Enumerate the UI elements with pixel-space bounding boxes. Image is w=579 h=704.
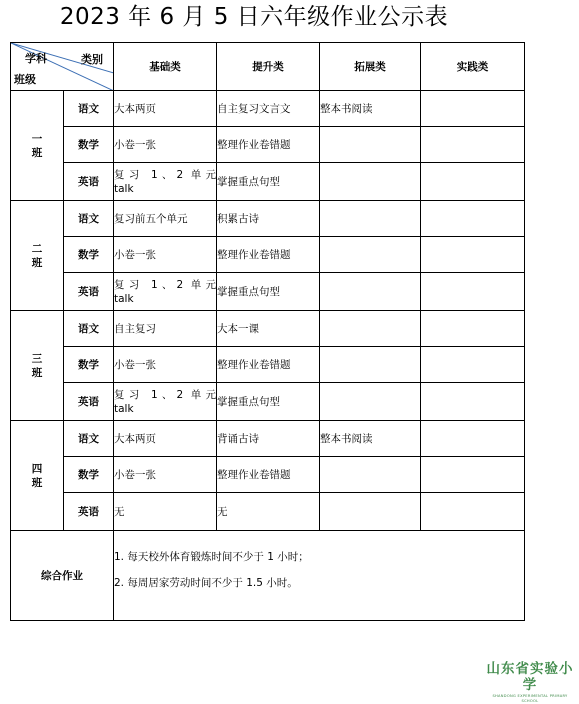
homework-text: 小卷一张 bbox=[114, 468, 156, 481]
school-logo-name: 山东省实验小学 bbox=[486, 661, 574, 693]
homework-text: 无 bbox=[217, 505, 228, 518]
table-row bbox=[11, 457, 525, 493]
homework-improve-cell bbox=[217, 311, 320, 347]
header-row bbox=[11, 43, 525, 91]
homework-text: 小卷一张 bbox=[114, 248, 156, 261]
homework-text: 小卷一张 bbox=[114, 358, 156, 371]
class-name-bottom: 班 bbox=[31, 146, 43, 159]
comprehensive-note: 2. 每周居家劳动时间不少于 1.5 小时。 bbox=[114, 576, 298, 589]
homework-practice-cell bbox=[421, 201, 525, 237]
table-row bbox=[11, 237, 525, 273]
homework-text: 背诵古诗 bbox=[217, 432, 259, 445]
school-logo-subtitle: SHANDONG EXPERIMENTAL PRIMARY SCHOOL bbox=[492, 694, 568, 703]
homework-basic-cell bbox=[114, 273, 217, 311]
homework-text: 复习 1、2 单元 bbox=[114, 278, 216, 291]
table-row bbox=[11, 347, 525, 383]
homework-text: 无 bbox=[114, 505, 125, 518]
homework-practice-cell bbox=[421, 493, 525, 531]
homework-extend-cell bbox=[320, 237, 421, 273]
homework-improve-cell bbox=[217, 201, 320, 237]
homework-text: 积累古诗 bbox=[217, 212, 259, 225]
comprehensive-row bbox=[11, 531, 525, 621]
class-name-top: 二 bbox=[31, 242, 43, 255]
homework-improve-cell bbox=[217, 91, 320, 127]
homework-basic-cell bbox=[114, 347, 217, 383]
homework-practice-cell bbox=[421, 457, 525, 493]
homework-text-extra: talk bbox=[114, 182, 134, 195]
corner-subject-label: 学科 bbox=[25, 52, 47, 65]
homework-text: 复习 1、2 单元 bbox=[114, 388, 216, 401]
homework-text: 复习前五个单元 bbox=[114, 212, 188, 225]
comprehensive-notes bbox=[114, 531, 525, 621]
subject-cell: 英语 bbox=[64, 383, 114, 421]
corner-class-label: 班级 bbox=[14, 73, 36, 86]
homework-improve-cell bbox=[217, 163, 320, 201]
homework-basic-cell bbox=[114, 457, 217, 493]
homework-practice-cell bbox=[421, 421, 525, 457]
homework-extend-cell bbox=[320, 421, 421, 457]
page-title: 2023 年 6 月 5 日六年级作业公示表 bbox=[59, 4, 449, 30]
homework-basic-cell bbox=[114, 201, 217, 237]
class-name-bottom: 班 bbox=[31, 476, 43, 489]
table-row bbox=[11, 163, 525, 201]
class-name-cell bbox=[11, 421, 64, 531]
homework-text: 整理作业卷错题 bbox=[217, 468, 291, 481]
column-header-practice: 实践类 bbox=[421, 43, 525, 91]
class-name-cell bbox=[11, 201, 64, 311]
subject-cell: 英语 bbox=[64, 493, 114, 531]
corner-category-label: 类别 bbox=[81, 53, 103, 66]
subject-cell: 数学 bbox=[64, 237, 114, 273]
homework-practice-cell bbox=[421, 273, 525, 311]
homework-text: 整本书阅读 bbox=[320, 102, 373, 115]
class-name-top: 四 bbox=[31, 462, 43, 475]
homework-extend-cell bbox=[320, 311, 421, 347]
homework-improve-cell bbox=[217, 237, 320, 273]
class-name-cell bbox=[11, 311, 64, 421]
class-name-bottom: 班 bbox=[31, 256, 43, 269]
homework-practice-cell bbox=[421, 311, 525, 347]
homework-text: 小卷一张 bbox=[114, 138, 156, 151]
table-row bbox=[11, 421, 525, 457]
subject-cell: 语文 bbox=[64, 311, 114, 347]
subject-cell: 语文 bbox=[64, 91, 114, 127]
table-row bbox=[11, 311, 525, 347]
subject-cell: 英语 bbox=[64, 163, 114, 201]
class-name-cell bbox=[11, 91, 64, 201]
homework-improve-cell bbox=[217, 273, 320, 311]
homework-extend-cell bbox=[320, 127, 421, 163]
homework-text-extra: talk bbox=[114, 292, 134, 305]
class-name-bottom: 班 bbox=[31, 366, 43, 379]
subject-cell: 数学 bbox=[64, 127, 114, 163]
table-row bbox=[11, 383, 525, 421]
homework-extend-cell bbox=[320, 493, 421, 531]
homework-text: 自主复习文言文 bbox=[217, 102, 291, 115]
subject-cell: 数学 bbox=[64, 347, 114, 383]
homework-improve-cell bbox=[217, 493, 320, 531]
homework-basic-cell bbox=[114, 127, 217, 163]
homework-basic-cell bbox=[114, 493, 217, 531]
homework-extend-cell bbox=[320, 273, 421, 311]
homework-table-body bbox=[11, 43, 525, 621]
homework-basic-cell bbox=[114, 311, 217, 347]
homework-text: 掌握重点句型 bbox=[217, 175, 280, 188]
corner-header-cell bbox=[11, 43, 114, 91]
homework-text: 整理作业卷错题 bbox=[217, 248, 291, 261]
homework-practice-cell bbox=[421, 127, 525, 163]
table-row bbox=[11, 201, 525, 237]
table-row bbox=[11, 127, 525, 163]
homework-text: 整理作业卷错题 bbox=[217, 138, 291, 151]
table-row bbox=[11, 273, 525, 311]
class-name-top: 一 bbox=[31, 132, 43, 145]
homework-extend-cell bbox=[320, 383, 421, 421]
homework-basic-cell bbox=[114, 421, 217, 457]
school-logo bbox=[484, 661, 576, 704]
homework-text-extra: talk bbox=[114, 402, 134, 415]
homework-improve-cell bbox=[217, 457, 320, 493]
homework-practice-cell bbox=[421, 347, 525, 383]
subject-cell: 数学 bbox=[64, 457, 114, 493]
homework-table bbox=[10, 42, 525, 621]
homework-text: 大本两页 bbox=[114, 102, 156, 115]
homework-extend-cell bbox=[320, 163, 421, 201]
homework-text: 整本书阅读 bbox=[320, 432, 373, 445]
homework-extend-cell bbox=[320, 347, 421, 383]
homework-basic-cell bbox=[114, 163, 217, 201]
comprehensive-label: 综合作业 bbox=[11, 531, 114, 621]
column-header-improve: 提升类 bbox=[217, 43, 320, 91]
homework-extend-cell bbox=[320, 457, 421, 493]
homework-extend-cell bbox=[320, 201, 421, 237]
comprehensive-note: 1. 每天校外体育锻炼时间不少于 1 小时； bbox=[114, 550, 309, 563]
homework-practice-cell bbox=[421, 91, 525, 127]
homework-basic-cell bbox=[114, 237, 217, 273]
homework-practice-cell bbox=[421, 237, 525, 273]
homework-practice-cell bbox=[421, 163, 525, 201]
table-row bbox=[11, 91, 525, 127]
column-header-extend: 拓展类 bbox=[320, 43, 421, 91]
homework-text: 复习 1、2 单元 bbox=[114, 168, 216, 181]
class-name-top: 三 bbox=[31, 352, 43, 365]
homework-text: 大本一课 bbox=[217, 322, 259, 335]
homework-text: 自主复习 bbox=[114, 322, 156, 335]
homework-text: 大本两页 bbox=[114, 432, 156, 445]
homework-improve-cell bbox=[217, 347, 320, 383]
subject-cell: 语文 bbox=[64, 421, 114, 457]
homework-improve-cell bbox=[217, 421, 320, 457]
homework-text: 掌握重点句型 bbox=[217, 285, 280, 298]
homework-improve-cell bbox=[217, 383, 320, 421]
homework-text: 整理作业卷错题 bbox=[217, 358, 291, 371]
column-header-basic: 基础类 bbox=[114, 43, 217, 91]
homework-practice-cell bbox=[421, 383, 525, 421]
homework-extend-cell bbox=[320, 91, 421, 127]
homework-basic-cell bbox=[114, 91, 217, 127]
homework-basic-cell bbox=[114, 383, 217, 421]
homework-improve-cell bbox=[217, 127, 320, 163]
table-row bbox=[11, 493, 525, 531]
subject-cell: 英语 bbox=[64, 273, 114, 311]
homework-text: 掌握重点句型 bbox=[217, 395, 280, 408]
subject-cell: 语文 bbox=[64, 201, 114, 237]
